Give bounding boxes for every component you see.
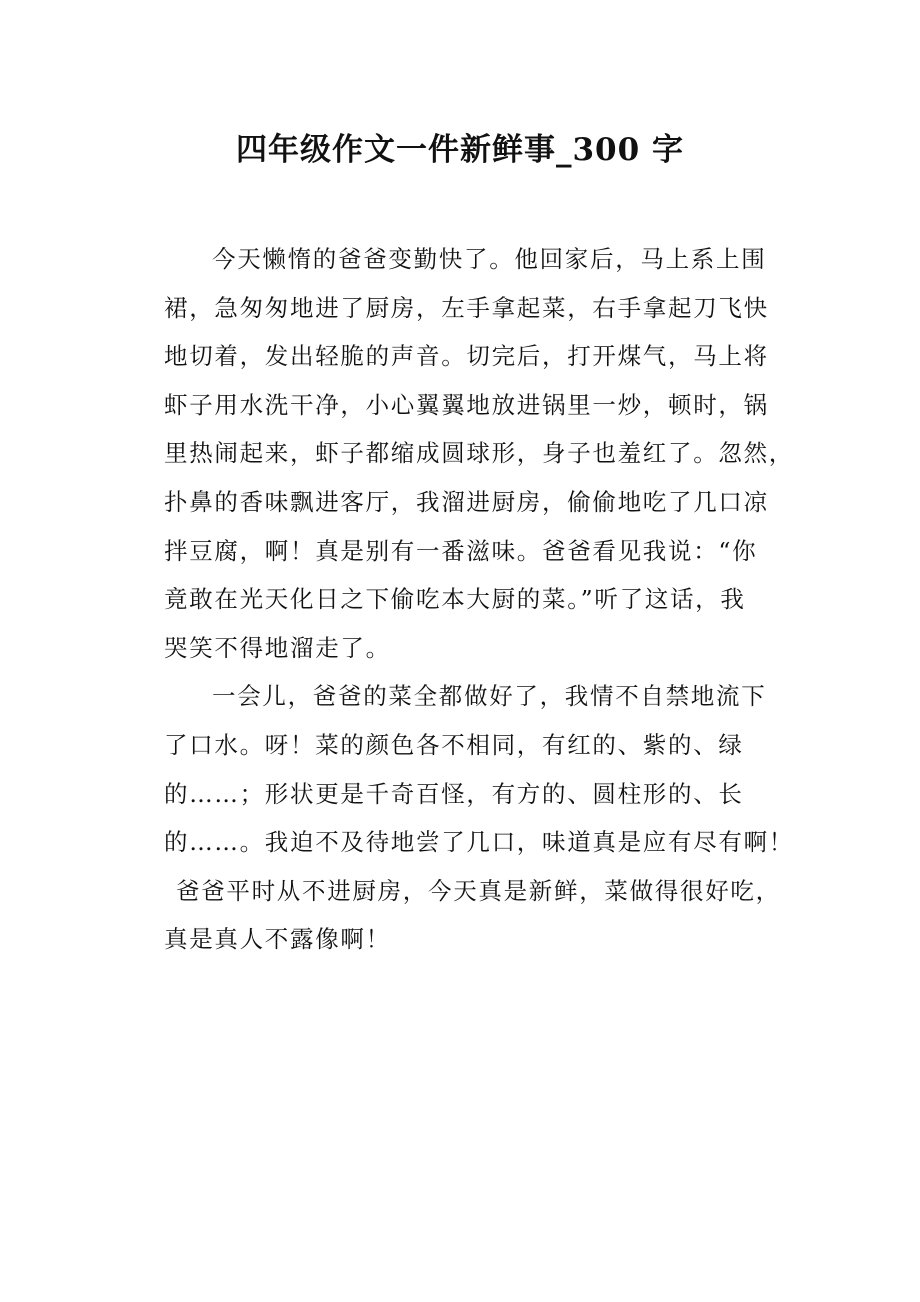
paragraph-2-line-3: 的……；形状更是千奇百怪，有方的、圆柱形的、长 [164, 779, 744, 808]
paragraph-2-line-1: 一会儿，爸爸的菜全都做好了，我情不自禁地流下 [212, 682, 767, 711]
paragraph-1-line-9: 哭笑不得地溜走了。 [164, 633, 391, 662]
paragraph-1-line-1: 今天懒惰的爸爸变勤快了。他回家后，马上系上围 [212, 245, 767, 273]
paragraph-2-line-5: 爸爸平时从不进厨房，今天真是新鲜，菜做得很好吃， [176, 876, 781, 905]
paragraph-1-line-7: 拌豆腐，啊！真是别有一番滋味。爸爸看见我说：“你 [164, 536, 758, 565]
paragraph-1-line-6: 扑鼻的香味飘进客厅，我溜进厨房，偷偷地吃了几口凉 [164, 487, 769, 516]
paragraph-2-line-6: 真是真人不露像啊！ [164, 925, 391, 954]
paragraph-2-line-4: 的……。我迫不及待地尝了几口，味道真是应有尽有啊！ [164, 828, 794, 857]
paragraph-1-line-4: 虾子用水洗干净，小心翼翼地放进锅里一炒，顿时，锅 [164, 390, 769, 419]
essay-body [164, 235, 794, 964]
paragraph-1-line-8: 竟敢在光天化日之下偷吃本大厨的菜。”听了这话，我 [164, 585, 746, 614]
paragraph-1-line-3: 地切着，发出轻脆的声音。切完后，打开煤气，马上将 [164, 342, 769, 371]
paragraph-1-line-2: 裙，急匆匆地进了厨房，左手拿起菜，右手拿起刀飞快 [164, 293, 769, 322]
document-title: 四年级作文一件新鲜事_300 字 [235, 132, 684, 168]
paragraph-1-line-5: 里热闹起来，虾子都缩成圆球形，身子也羞红了。忽然， [164, 439, 794, 468]
paragraph-2-line-2: 了口水。呀！菜的颜色各不相同，有红的、紫的、绿 [164, 730, 744, 759]
